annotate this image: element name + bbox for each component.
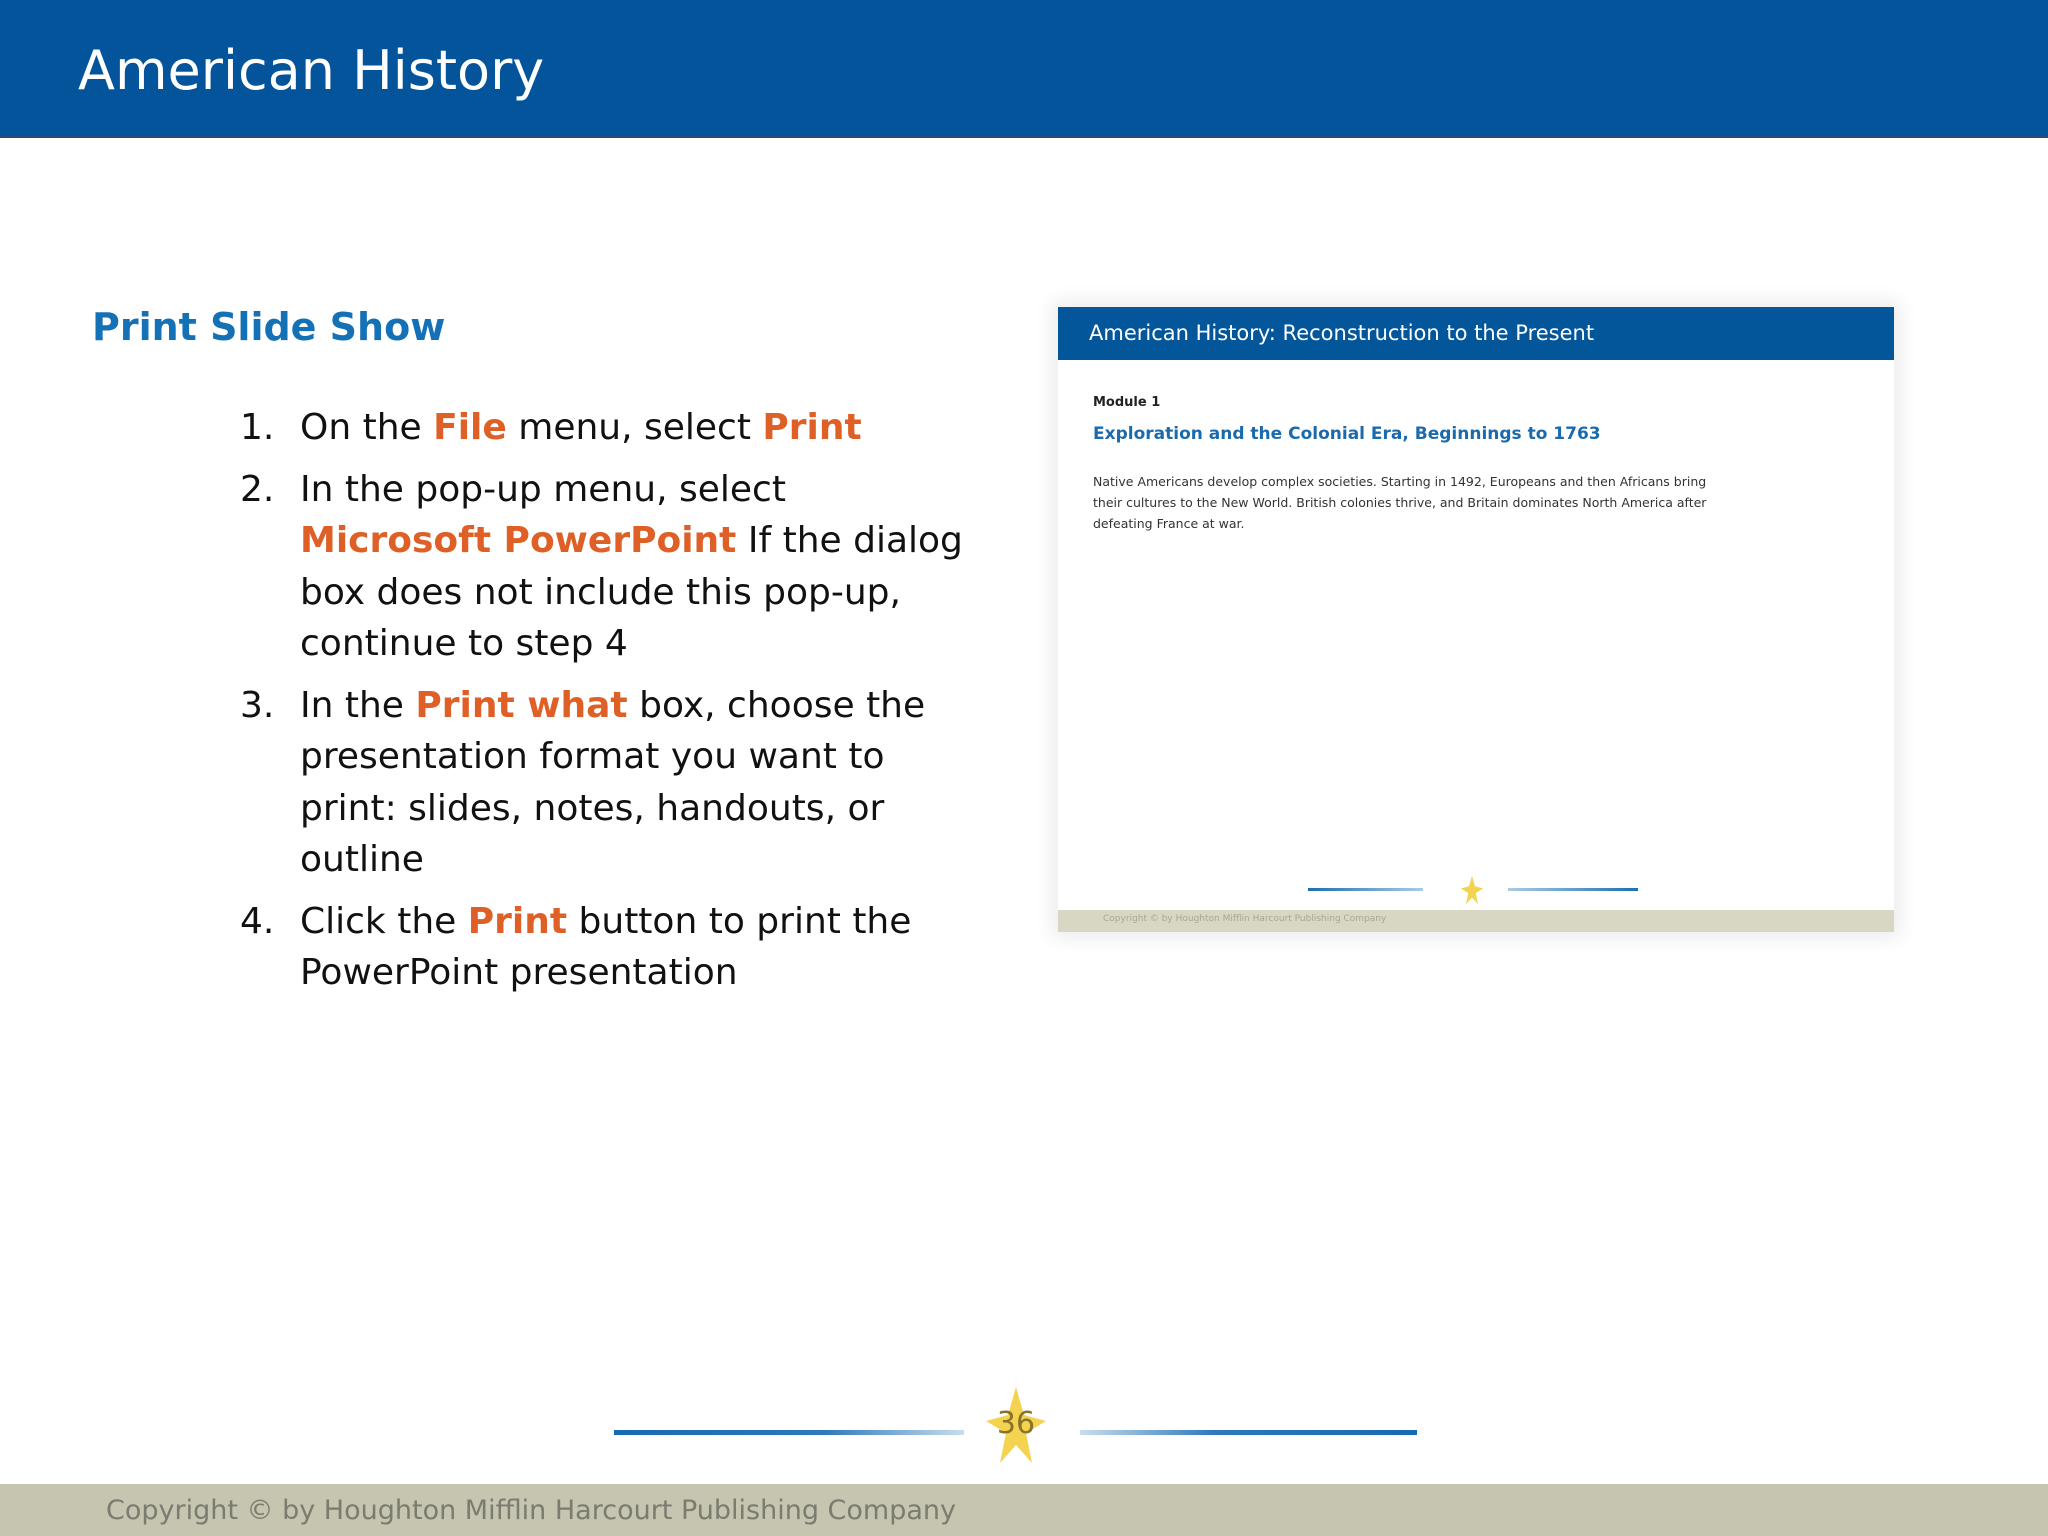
step-number: 1. [240,407,275,448]
section-heading: Print Slide Show [92,305,446,349]
page-title: American History [78,39,545,102]
step-number: 3. [240,684,275,726]
footer-divider-left [614,1430,964,1435]
step-text: menu, select [506,407,763,448]
step-number: 4. [240,900,275,942]
thumbnail-footer [1058,910,1894,932]
footer-bar [0,1484,2048,1536]
thumbnail-divider-right [1508,888,1638,891]
step-text: Click the [300,900,468,942]
slide-thumbnail [1058,307,1894,932]
thumbnail-body: Native Americans develop complex societies. Starting in 1492, Europeans and then Africans bring their cultures to the New World. British colonies thrive, and Britain dominates North America after defeating France at war. [1093,474,1707,531]
thumbnail-heading: Exploration and the Colonial Era, Beginnings to 1763 [1093,424,1601,444]
star-icon [1458,875,1486,905]
step-number: 2. [240,468,275,510]
step-text: In the [300,684,416,726]
thumbnail-title-bar [1058,307,1894,360]
highlight-microsoft-powerpoint: Microsoft PowerPoint [300,520,737,561]
step-4 [240,896,980,999]
step-1 [240,402,980,454]
step-3 [240,680,980,886]
title-bar [0,0,2048,138]
step-text: button to print the PowerPoint presentation [300,900,912,993]
thumbnail-copyright: Copyright © by Houghton Mifflin Harcourt Publishing Company [1103,914,1387,924]
copyright-text: Copyright © by Houghton Mifflin Harcourt Publishing Company [106,1495,956,1526]
step-text: box, choose the presentation format you want to print: slides, notes, handouts, or outline [300,684,926,880]
step-text: On the [300,407,434,448]
highlight-print: Print [762,407,862,448]
step-text: In the pop-up menu, select [300,468,786,510]
thumbnail-module-label: Module 1 [1093,395,1161,410]
footer-divider-right [1080,1430,1417,1435]
thumbnail-title: American History: Reconstruction to the Present [1089,321,1595,345]
step-2 [240,464,980,670]
highlight-print-what: Print what [415,684,628,726]
highlight-file: File [433,407,507,448]
page-number: 36 [996,1406,1036,1441]
instruction-list [240,402,980,1009]
step-text: If the dialog box does not include this pop-up, continue to step 4 [300,520,963,664]
highlight-print-button: Print [467,900,568,942]
thumbnail-divider-left [1308,888,1423,891]
